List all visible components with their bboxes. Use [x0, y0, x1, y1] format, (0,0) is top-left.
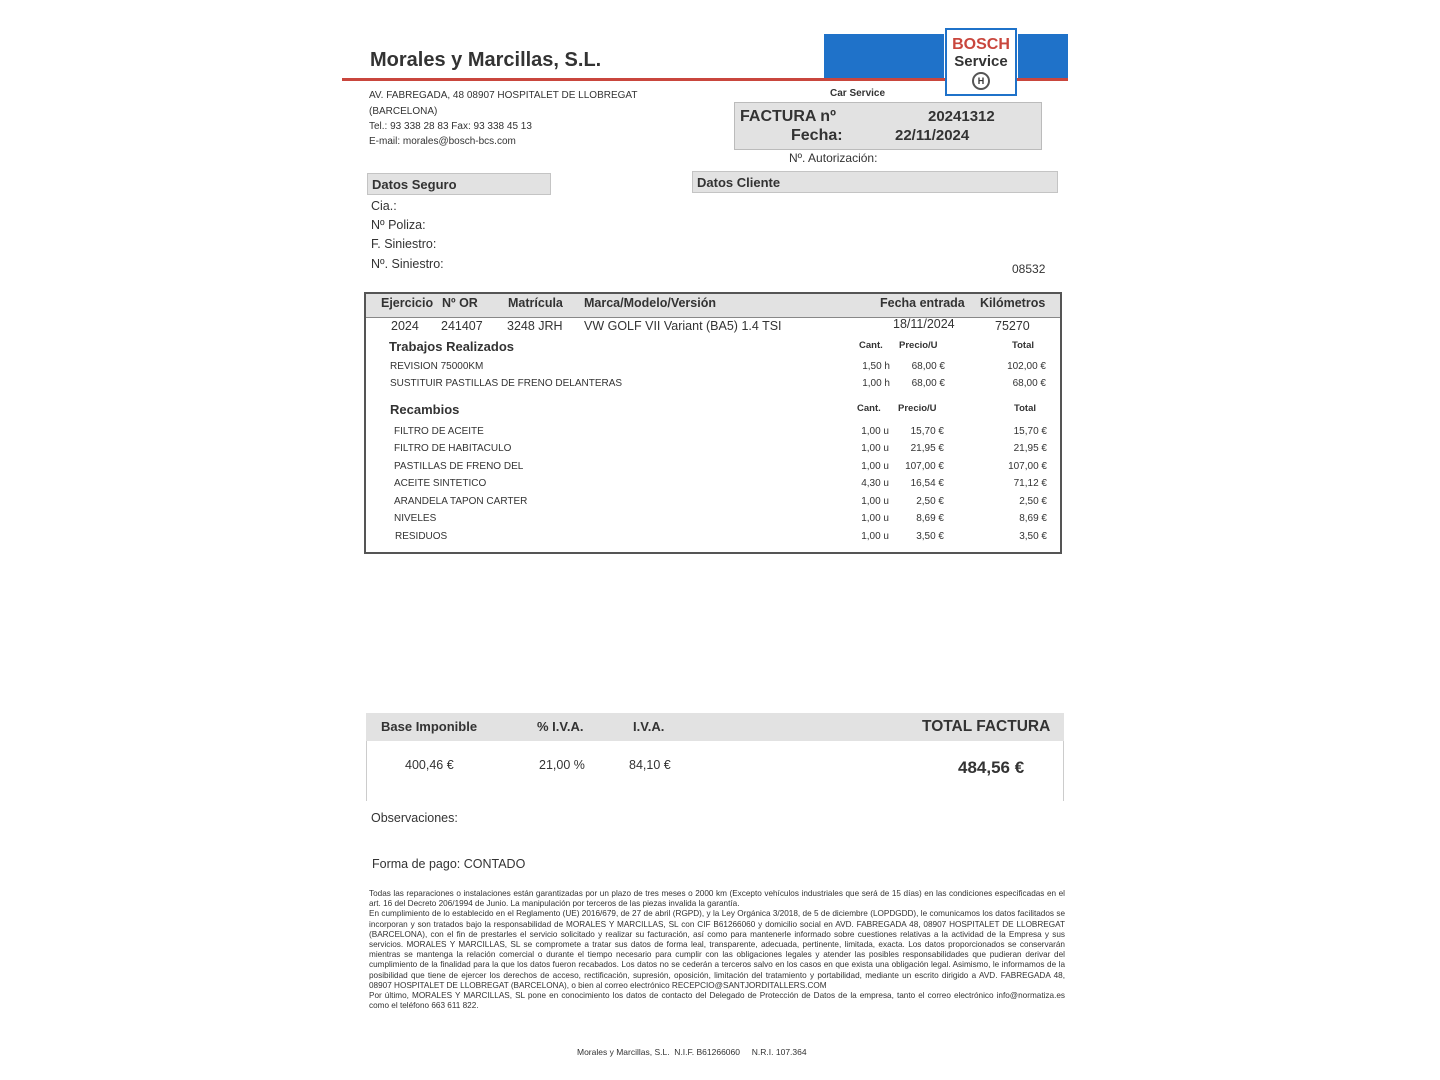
part-total: 71,12 € [1013, 478, 1047, 489]
logo-service: Service [954, 53, 1008, 70]
payment-method: Forma de pago: CONTADO [372, 857, 526, 871]
company-phone: Tel.: 93 338 28 83 Fax: 93 338 45 13 [369, 121, 532, 132]
work-desc: SUSTITUIR PASTILLAS DE FRENO DELANTERAS [390, 378, 623, 389]
bosch-logo [945, 28, 1017, 96]
col-matricula: Matrícula [508, 296, 563, 310]
work-total: 102,00 € [1007, 361, 1046, 372]
part-desc: PASTILLAS DE FRENO DEL [394, 461, 524, 472]
base-value: 400,46 € [405, 758, 454, 772]
authorization-label: Nº. Autorización: [789, 151, 878, 165]
vat-rate-label: % I.V.A. [537, 719, 584, 734]
part-qty: 1,00 u [861, 513, 889, 524]
logo-band-left [824, 34, 944, 78]
insurance-company-label: Cia.: [371, 199, 397, 213]
logo-band-right [1018, 34, 1068, 78]
part-price: 2,50 € [916, 496, 944, 507]
vat-label: I.V.A. [633, 719, 665, 734]
part-price: 16,54 € [910, 478, 944, 489]
work-qty: 1,00 h [862, 378, 890, 389]
part-desc: RESIDUOS [395, 531, 448, 542]
work-desc: REVISION 75000KM [390, 361, 484, 372]
vat-value: 84,10 € [629, 758, 671, 772]
company-address: AV. FABREGADA, 48 08907 HOSPITALET DE LLOBREGAT [369, 90, 638, 101]
work-price: 68,00 € [911, 378, 945, 389]
part-desc: ACEITE SINTETICO [394, 478, 487, 489]
client-postal-code: 08532 [1012, 262, 1046, 276]
part-desc: ARANDELA TAPON CARTER [394, 496, 528, 507]
col-fecha-entrada: Fecha entrada [880, 296, 965, 310]
part-total: 15,70 € [1013, 426, 1047, 437]
col-kilometros: Kilómetros [980, 296, 1046, 310]
invoice-date: 22/11/2024 [895, 127, 970, 144]
insurance-heading: Datos Seguro [367, 173, 551, 195]
legal-warranty: Todas las reparaciones o instalaciones están garantizadas por un plazo de tres meses o 2000 km (Excepto vehículos industriales que será de 15 días) en las condiciones especificadas en el art. 16 del Decreto 206/1994 de Junio. La manipulación por terceros de las piezas invalida la garantía. [369, 889, 1065, 909]
vehicle-matricula: 3248 JRH [507, 319, 563, 333]
logo-brand: BOSCH [952, 36, 1010, 53]
part-qty: 4,30 u [861, 478, 889, 489]
logo-tagline: Car Service [830, 88, 886, 99]
insurance-claim-date-label: F. Siniestro: [371, 237, 437, 251]
works-col-price: Precio/U [899, 340, 938, 351]
part-total: 8,69 € [1019, 513, 1047, 524]
work-price: 68,00 € [911, 361, 945, 372]
part-total: 3,50 € [1019, 531, 1047, 542]
part-desc: FILTRO DE HABITACULO [394, 443, 512, 454]
part-price: 15,70 € [910, 426, 944, 437]
legal-notice [369, 889, 1065, 1011]
vehicle-kilometros: 75270 [995, 319, 1030, 333]
vat-rate-value: 21,00 % [539, 758, 585, 772]
total-label: TOTAL FACTURA [922, 718, 1051, 735]
totals-border-right [1063, 741, 1064, 801]
vehicle-or: 241407 [441, 319, 483, 333]
insurance-policy-label: Nº Poliza: [371, 218, 426, 232]
part-desc: FILTRO DE ACEITE [394, 426, 484, 437]
part-qty: 1,00 u [861, 443, 889, 454]
parts-heading: Recambios [390, 402, 460, 417]
client-heading: Datos Cliente [692, 171, 1058, 193]
parts-col-price: Precio/U [898, 403, 937, 414]
vehicle-modelo: VW GOLF VII Variant (BA5) 1.4 TSI [584, 319, 782, 333]
invoice-number-label: FACTURA nº [740, 108, 836, 125]
invoice-number: 20241312 [928, 108, 995, 125]
part-price: 107,00 € [905, 461, 944, 472]
part-qty: 1,00 u [861, 461, 889, 472]
works-col-qty: Cant. [859, 340, 883, 351]
part-price: 21,95 € [910, 443, 944, 454]
part-price: 8,69 € [916, 513, 944, 524]
works-heading: Trabajos Realizados [389, 339, 514, 354]
vehicle-fecha-entrada: 18/11/2024 [893, 317, 955, 331]
part-desc: NIVELES [394, 513, 437, 524]
parts-col-total: Total [1014, 403, 1036, 414]
col-modelo: Marca/Modelo/Versión [584, 296, 716, 310]
works-col-total: Total [1012, 340, 1034, 351]
part-total: 2,50 € [1019, 496, 1047, 507]
col-ejercicio: Ejercicio [381, 296, 434, 310]
footer-company: Morales y Marcillas, S.L. N.I.F. B61266060 N.R.I. 107.364 [577, 1047, 807, 1057]
base-label: Base Imponible [381, 719, 478, 734]
observations-label: Observaciones: [371, 811, 458, 825]
invoice-date-label: Fecha: [791, 127, 843, 144]
company-email: E-mail: morales@bosch-bcs.com [369, 136, 516, 147]
part-qty: 1,00 u [861, 496, 889, 507]
col-or: Nº OR [442, 296, 478, 310]
part-price: 3,50 € [916, 531, 944, 542]
insurance-claim-number-label: Nº. Siniestro: [371, 257, 444, 271]
part-qty: 1,00 u [861, 426, 889, 437]
part-total: 21,95 € [1013, 443, 1047, 454]
work-total: 68,00 € [1012, 378, 1046, 389]
part-total: 107,00 € [1008, 461, 1047, 472]
company-city: (BARCELONA) [369, 106, 438, 117]
legal-privacy: En cumplimiento de lo establecido en el Reglamento (UE) 2016/679, de 27 de abril (RGPD), y la Ley Orgánica 3/2018, de 5 de diciembre (LOPDGDD), le comunicamos los datos facilitados se incorporan y son tratados bajo la responsabilidad de MORALES Y MARCILLAS, SL con CIF B61266060 y domicilio social en AVD. FABREGADA 48, 08907 HOSPITALET DE LLOBREGAT (BARCELONA), con el fin de prestarles el servicio solicitado y realizar su facturación, así como para mantenerle informado sobre cuestiones relativas a la actividad de la Empresa y sus servicios. MORALES Y MARCILLAS, SL se compromete a tratar sus datos de forma leal, transparente, adecuada, pertinente, limitada, exacta. Los datos proporcionados se conservarán mientras se mantenga la relación comercial o durante el tiempo necesario para cumplir con las obligaciones legales y atender las posibles responsabilidades que pudieran derivar del cumplimiento de la finalidad para la que los datos fueron recabados. Los datos no se cederán a terceros salvo en los casos en que exista una obligación legal. Asimismo, le informamos de la posibilidad que tiene de ejercer los derechos de acceso, rectificación, supresión, oposición, limitación del tratamiento y portabilidad, mediante un escrito dirigido a AVD. FABREGADA 48, 08907 HOSPITALET DE LLOBREGAT (BARCELONA), o bien al correo electrónico RECEPCIO@SANTJORDITALLERS.COM [369, 909, 1065, 990]
part-qty: 1,00 u [861, 531, 889, 542]
parts-col-qty: Cant. [857, 403, 881, 414]
company-name: Morales y Marcillas, S.L. [370, 49, 602, 71]
total-value: 484,56 € [958, 758, 1025, 777]
legal-dpo: Por último, MORALES Y MARCILLAS, SL pone en conocimiento los datos de contacto del Delegado de Protección de Datos de la empresa, tanto el correo electrónico info@normatiza.es como el teléfono 663 611 822. [369, 991, 1065, 1011]
armature-icon: H [972, 72, 990, 90]
vehicle-ejercicio: 2024 [391, 319, 419, 333]
totals-border-left [366, 741, 367, 801]
work-qty: 1,50 h [862, 361, 890, 372]
